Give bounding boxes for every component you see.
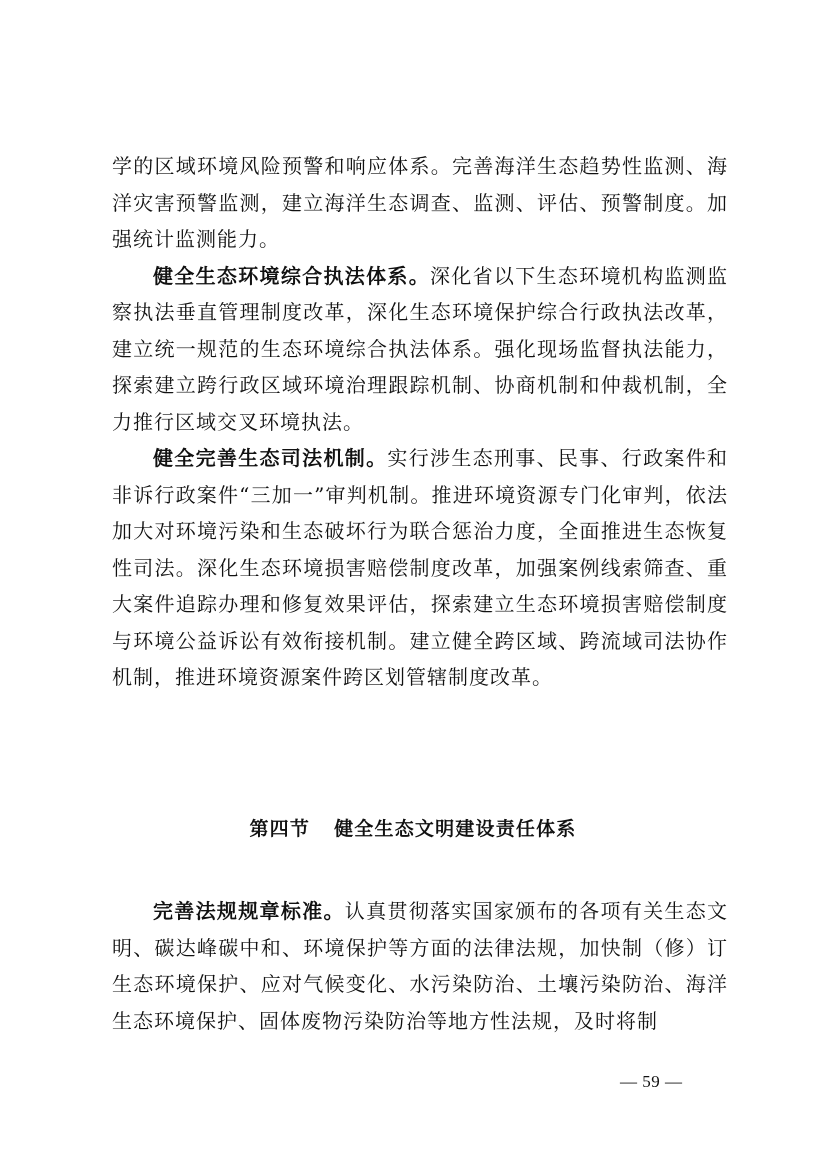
paragraph-text: 深化省以下生态环境机构监测监察执法垂直管理制度改革，深化生态环境保护综合行政执法改革，建立统一规范的生态环境综合执法体系。强化现场监督执法能力，探索建立跨行政区域环境治理跟踪机制、协商机制和仲裁机制，全力推行区域交叉环境执法。 (112, 263, 728, 434)
section-number: 第四节 (249, 818, 311, 840)
paragraph-judicial-mechanism (112, 440, 728, 696)
section-title: 健全生态文明建设责任体系 (334, 818, 577, 840)
paragraph-lead-heading: 健全生态环境综合执法体系。 (153, 263, 430, 288)
paragraph-enforcement-system (112, 258, 728, 441)
paragraph-regulations-standards (112, 893, 728, 1039)
paragraph-lead-heading: 完善法规规章标准。 (153, 899, 345, 923)
paragraph-text: 实行涉生态刑事、民事、行政案件和非诉行政案件“三加一”审判机制。推进环境资源专门化审判，依法加大对环境污染和生态破坏行为联合惩治力度，全面推进生态恢复性司法。深化生态环境损害赔偿制度改革，加强案例线索筛查、重大案件追踪办理和修复效果评估，探索建立生态环境损害赔偿制度与环境公益诉讼有效衔接机制。建立健全跨区域、跨流域司法协作机制，推进环境资源案件跨区划管辖制度改革。 (112, 446, 729, 689)
body-text-lower (112, 893, 728, 1039)
paragraph-lead-heading: 健全完善生态司法机制。 (153, 446, 388, 470)
paragraph-text: 学的区域环境风险预警和响应体系。完善海洋生态趋势性监测、海洋灾害预警监测，建立海洋生态调查、监测、评估、预警制度。加强统计监测能力。 (112, 154, 728, 251)
paragraph-text: 认真贯彻落实国家颁布的各项有关生态文明、碳达峰碳中和、环境保护等方面的法律法规，加快制（修）订生态环境保护、应对气候变化、水污染防治、土壤污染防治、海洋生态环境保护、固体废物污染防治等地方性法规，及时将制 (112, 899, 729, 1033)
body-text-upper (112, 148, 728, 696)
page-number: — 59 — (620, 1072, 683, 1091)
section-heading (0, 814, 826, 841)
paragraph-risk-warning (112, 148, 728, 258)
